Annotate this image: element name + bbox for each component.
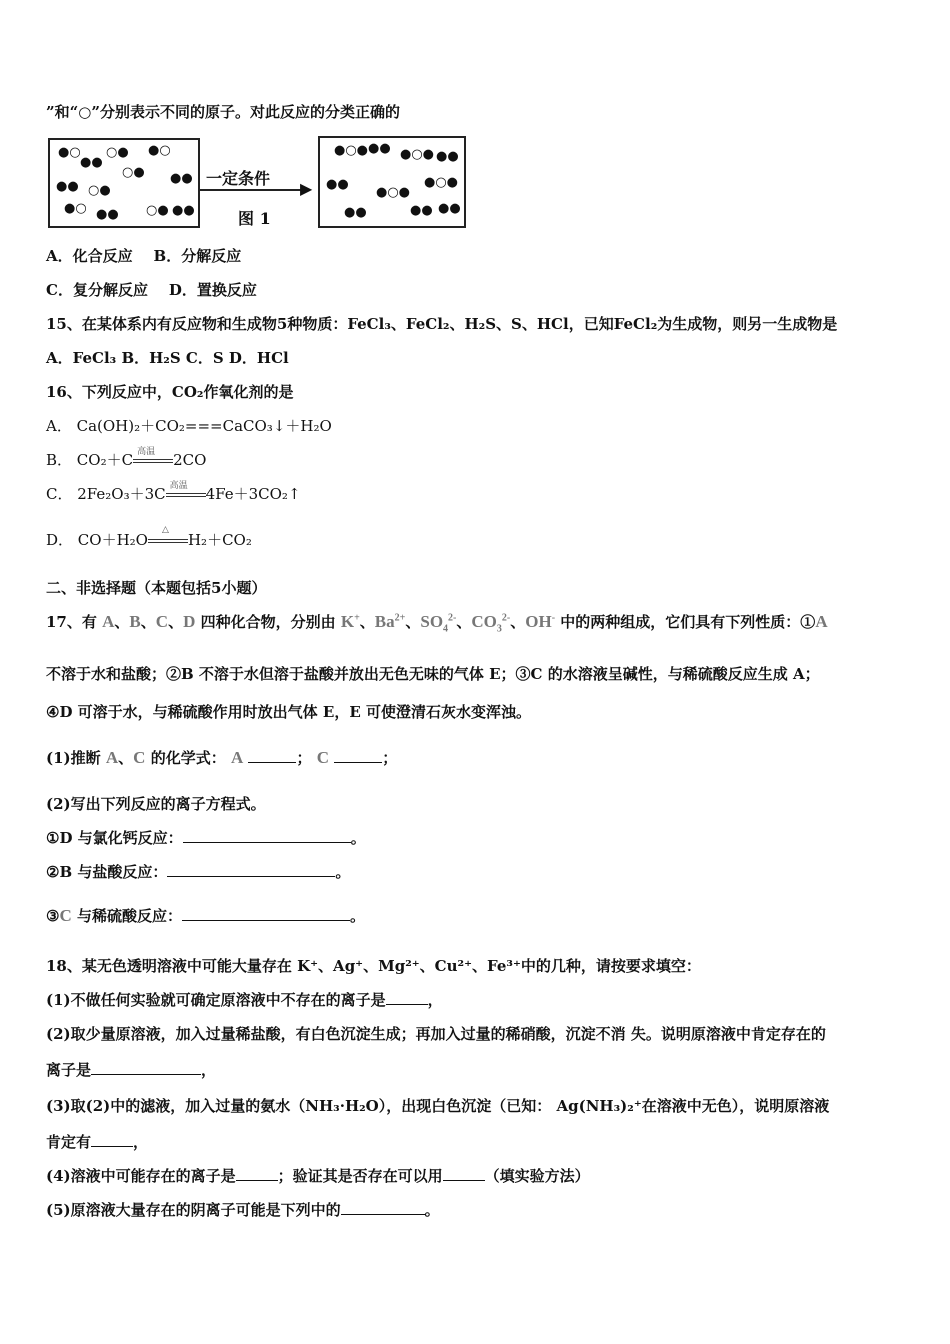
q16-number: 16、 xyxy=(46,383,82,401)
condition-heat-icon: △ xyxy=(161,525,169,535)
molecule-icon: ●● xyxy=(326,177,349,192)
letter-d: D xyxy=(183,612,196,631)
reactant-box xyxy=(48,138,200,228)
q18-part5 xyxy=(46,1200,440,1220)
q14-option-b[interactable]: B．分解反应 xyxy=(153,247,242,265)
period: 。 xyxy=(335,863,351,881)
q18-part1 xyxy=(46,990,443,1010)
condition-label: 一定条件 xyxy=(206,169,271,188)
q16-option-b-right: 2CO xyxy=(173,451,207,469)
answer-blank-4b[interactable] xyxy=(443,1166,485,1181)
molecule-icon: ●● xyxy=(436,149,459,164)
q15-options[interactable]: A．FeCl₃ B．H₂S C．S D．HCl xyxy=(46,349,289,367)
q15-number: 15、 xyxy=(46,315,82,333)
q17-text: 四种化合物，分别由 xyxy=(200,613,336,631)
q16-option-b-left: B． CO₂＋C xyxy=(46,451,134,469)
q17-line3: ④D 可溶于水，与稀硫酸作用时放出气体 E，E 可使澄清石灰水变浑浊。 xyxy=(46,703,531,721)
letter-c: C xyxy=(316,748,329,767)
q14-options-row1 xyxy=(46,246,241,266)
q16-option-a[interactable]: A． Ca(OH)₂＋CO₂===CaCO₃↓＋H₂O xyxy=(46,417,332,435)
separator: ； xyxy=(382,749,398,767)
q17-line2: 不溶于水和盐酸；②B 不溶于水但溶于盐酸并放出无色无味的气体 E；③C 的水溶液呈碱性，与稀硫酸反应生成 A； xyxy=(46,665,820,683)
molecule-icon: ●● xyxy=(170,171,193,186)
separator: ； xyxy=(296,749,312,767)
letter-b: B xyxy=(129,612,141,631)
q15-text: 在某体系内有反应物和生成物5种物质：FeCl₃、FeCl₂、H₂S、S、HCl，已知FeCl₂为生成物，则另一生成物是 xyxy=(81,315,838,333)
q16-option-c-left: C． 2Fe₂O₃＋3C xyxy=(46,485,166,503)
q17-number: 17、 xyxy=(46,613,82,631)
answer-blank-eq3[interactable] xyxy=(182,906,350,921)
q17-text: ①D 与氯化钙反应： xyxy=(46,829,183,847)
q16-option-d[interactable] xyxy=(46,525,252,550)
molecule-icon: ●○● xyxy=(334,143,369,158)
molecule-icon: ○● xyxy=(146,203,169,218)
q18-part4 xyxy=(46,1166,590,1186)
q14-options-row2 xyxy=(46,280,257,300)
answer-blank-c[interactable] xyxy=(334,748,382,763)
answer-blank-eq1[interactable] xyxy=(183,828,351,843)
ion-ba: $Ba^{2+}$ xyxy=(374,612,406,631)
period: 。 xyxy=(424,1201,440,1219)
q18-text: （填实验方法） xyxy=(484,1167,590,1185)
molecule-icon: ●● xyxy=(410,203,433,218)
answer-blank-4a[interactable] xyxy=(236,1166,278,1181)
q17-text: 有 xyxy=(81,613,97,631)
figure-caption: 图 1 xyxy=(238,209,271,228)
molecule-icon: ○● xyxy=(88,183,111,198)
comma: ， xyxy=(427,991,443,1009)
period: 。 xyxy=(349,907,365,925)
letter-c: C xyxy=(155,612,169,631)
q17-part2-3 xyxy=(46,906,365,926)
molecule-icon: ●● xyxy=(172,203,195,218)
q16-option-b[interactable] xyxy=(46,447,207,470)
q17-part2-2 xyxy=(46,862,350,882)
molecule-icon: ●● xyxy=(438,201,461,216)
answer-blank-2[interactable] xyxy=(91,1060,201,1075)
comma: ， xyxy=(201,1061,217,1079)
molecule-icon: ●● xyxy=(368,141,391,156)
period: 。 xyxy=(350,829,366,847)
molecule-icon: ●○● xyxy=(376,185,411,200)
q17-text: (1)推断 xyxy=(46,749,101,767)
molecule-icon: ●● xyxy=(80,155,103,170)
q18-stem xyxy=(46,956,701,976)
ion-k: K+ xyxy=(340,612,360,631)
q16-option-c-right: 4Fe＋3CO₂↑ xyxy=(205,485,301,503)
arrow-head-icon: ▶ xyxy=(300,179,313,198)
reaction-arrow xyxy=(200,189,308,191)
q18-text: 离子是 xyxy=(46,1061,92,1079)
molecule-icon: ●○ xyxy=(64,201,87,216)
condition-mark xyxy=(133,447,173,470)
molecule-icon: ●○ xyxy=(148,143,171,158)
letter-a: A xyxy=(105,748,119,767)
q18-text: (5)原溶液大量存在的阴离子可能是下列中的 xyxy=(46,1201,341,1219)
q17-text: 与稀硫酸反应： xyxy=(76,907,182,925)
q17-text: 中的两种组成，它们具有下列性质：① xyxy=(560,613,816,631)
comma: ， xyxy=(133,1133,149,1151)
molecule-icon: ○● xyxy=(122,165,145,180)
answer-blank-3[interactable] xyxy=(91,1132,133,1147)
q16-stem xyxy=(46,382,293,402)
q16-option-d-right: H₂＋CO₂ xyxy=(187,531,252,549)
q17-text: 的化学式： xyxy=(150,749,226,767)
q18-part2-line2 xyxy=(46,1060,216,1080)
q18-text: (4)溶液中可能存在的离子是 xyxy=(46,1167,236,1185)
q14-option-a[interactable]: A．化合反应 xyxy=(46,247,133,265)
molecule-icon: ●○● xyxy=(400,147,435,162)
molecule-icon: ●● xyxy=(96,207,119,222)
q17-text: ③ xyxy=(46,907,60,925)
q18-part3: (3)取(2)中的滤液，加入过量的氨水（NH₃·H₂O），出现白色沉淀（已知： Ag(NH₃)₂⁺在溶液中无色），说明原溶液 xyxy=(46,1097,830,1115)
ion-co3: $CO_3^{2-}$ xyxy=(471,612,511,635)
q14-option-d[interactable]: D．置换反应 xyxy=(168,281,257,299)
q16-text: 下列反应中，CO₂作氧化剂的是 xyxy=(81,383,294,401)
answer-blank-a[interactable] xyxy=(248,748,296,763)
letter-a: A xyxy=(815,612,828,631)
product-box xyxy=(318,136,466,228)
molecule-icon: ○● xyxy=(106,145,129,160)
letter-a: A xyxy=(230,748,244,767)
condition-mark xyxy=(166,481,206,504)
answer-blank-1[interactable] xyxy=(386,990,428,1005)
condition-high-temp: 高温 xyxy=(137,447,156,457)
q15-stem xyxy=(46,314,837,334)
letter-c: C xyxy=(133,748,146,767)
letter-a: A xyxy=(102,612,115,631)
q16-option-c[interactable] xyxy=(46,481,301,504)
condition-mark xyxy=(148,525,188,550)
q17-part1: (1)推断 A、C 的化学式： A ； C ； xyxy=(46,748,398,767)
q18-part2: (2)取少量原溶液，加入过量稀盐酸，有白色沉淀生成；再加入过量的稀硝酸，沉淀不消 失。说明原溶液中肯定存在的 xyxy=(46,1025,826,1043)
q17-text: ②B 与盐酸反应： xyxy=(46,863,168,881)
intro-line: ”和“○”分别表示不同的原子。对此反应的分类正确的 xyxy=(46,103,400,121)
molecule-icon: ●○ xyxy=(58,145,81,160)
molecule-icon: ●○● xyxy=(424,175,459,190)
q18-text: (1)不做任何实验就可确定原溶液中不存在的离子是 xyxy=(46,991,386,1009)
q18-number: 18、 xyxy=(46,957,82,975)
q18-text: 肯定有 xyxy=(46,1133,92,1151)
section-heading: 二、非选择题（本题包括5小题） xyxy=(46,579,267,597)
answer-blank-5[interactable] xyxy=(341,1200,425,1215)
q14-option-c[interactable]: C．复分解反应 xyxy=(46,281,148,299)
molecule-icon: ●● xyxy=(56,179,79,194)
answer-blank-eq2[interactable] xyxy=(167,862,335,877)
molecule-icon: ●● xyxy=(344,205,367,220)
condition-high-temp: 高温 xyxy=(169,481,188,491)
q17-part2: (2)写出下列反应的离子方程式。 xyxy=(46,795,266,813)
q18-text: ；验证其是否存在可以用 xyxy=(277,1167,443,1185)
q18-part3-line2 xyxy=(46,1132,148,1152)
q18-text: 某无色透明溶液中可能大量存在 K⁺、Ag⁺、Mg²⁺、Cu²⁺、Fe³⁺中的几种，请按要求填空： xyxy=(81,957,701,975)
q17-line1: 17、有 A、B、C、D 四种化合物，分别由 K+、$Ba^{2+}$、$SO_4^{2-}$、$CO_3^{2-}$、OH- 中的两种组成，它们具有下列性质：①A xyxy=(46,612,828,635)
q17-part2-1 xyxy=(46,828,366,848)
ion-so4: $SO_4^{2-}$ xyxy=(420,612,457,635)
ion-oh: OH- xyxy=(525,612,556,631)
q16-option-d-left: D． CO＋H₂O xyxy=(46,531,148,549)
letter-c: C xyxy=(59,906,72,925)
